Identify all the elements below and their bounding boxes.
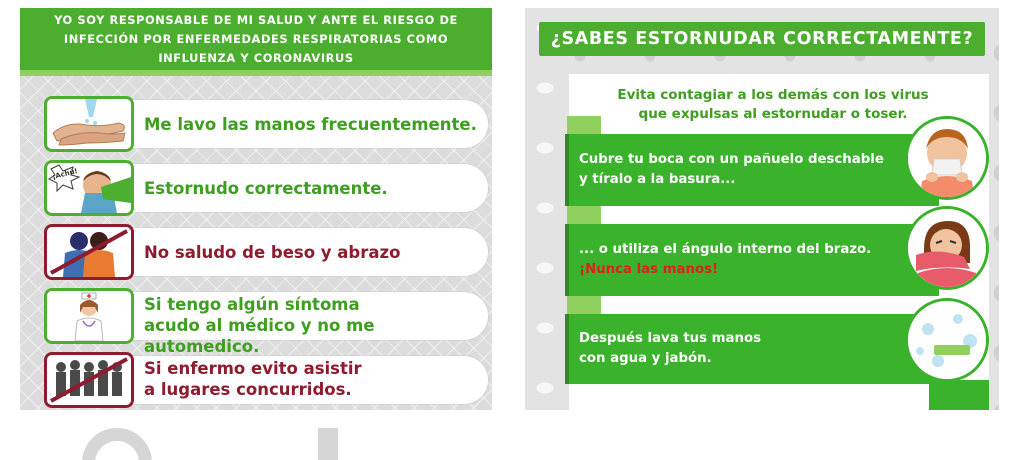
tip-row-no-crowds xyxy=(40,352,488,408)
sneeze-icon xyxy=(44,160,134,216)
tip-label xyxy=(144,358,362,400)
left-header xyxy=(20,8,492,76)
tip-text: Estornudo correctamente. xyxy=(144,179,388,198)
header-line: INFLUENZA Y CORONAVIRUS xyxy=(158,50,354,65)
right-title-text: ¿SABES ESTORNUDAR CORRECTAMENTE? xyxy=(550,29,974,49)
step-text: Cubre tu boca con un pañuelo deschable xyxy=(579,152,884,167)
cropped-letter-shape xyxy=(318,428,338,460)
tip-label xyxy=(144,114,477,135)
bottom-accent-bar xyxy=(929,380,989,410)
step-band-1 xyxy=(569,134,939,206)
tip-text: Si tengo algún síntoma xyxy=(144,295,360,314)
elbow-sneeze-icon xyxy=(905,206,989,290)
intro-line: Evita contagiar a los demás con los virus xyxy=(617,87,929,103)
tip-text: No saludo de beso y abrazo xyxy=(144,243,401,262)
step-text: Después lava tus manos xyxy=(579,331,762,346)
tip-text: Si enfermo evito asistir xyxy=(144,359,362,378)
sneeze-bubble-text: ¡Achú! xyxy=(51,166,79,182)
right-title xyxy=(539,22,985,56)
no-kiss-hug-icon xyxy=(44,224,134,280)
cropped-logo-letters xyxy=(72,428,402,460)
tip-row-handwashing xyxy=(40,96,488,152)
intro-line: que expulsas al estornudar o toser. xyxy=(638,106,908,122)
header-line: INFECCIÓN POR ENFERMEDADES RESPIRATORIAS COMO xyxy=(63,31,449,46)
step-band-2 xyxy=(569,224,939,296)
hand-washing-icon xyxy=(44,96,134,152)
step-warning-text: ¡Nunca las manos! xyxy=(579,262,719,277)
doctor-icon xyxy=(44,288,134,344)
step-text: y tíralo a la basura... xyxy=(579,172,736,187)
band-tab xyxy=(567,206,601,224)
tip-text: acudo al médico y no me automedico. xyxy=(144,316,375,356)
tip-row-doctor xyxy=(40,288,488,356)
band-tab xyxy=(567,116,601,134)
tip-label xyxy=(144,178,388,199)
step-text: con agua y jabón. xyxy=(579,351,712,366)
cropped-letter-shape xyxy=(82,428,152,460)
header-line: YO SOY RESPONSABLE DE MI SALUD Y ANTE EL RIESGO DE xyxy=(54,12,458,27)
tip-row-no-kiss xyxy=(40,224,488,280)
right-infographic xyxy=(525,8,999,410)
tip-label xyxy=(144,242,400,263)
tip-text: a lugares concurridos. xyxy=(144,380,352,399)
intro-text xyxy=(585,86,961,124)
tip-label xyxy=(144,294,488,357)
step-band-3 xyxy=(569,314,939,384)
no-crowds-icon xyxy=(44,352,134,408)
band-tab xyxy=(567,296,601,314)
soap-bubbles-icon xyxy=(905,298,989,382)
step-text: ... o utiliza el ángulo interno del brazo. xyxy=(579,242,872,257)
tip-row-sneeze xyxy=(40,160,488,216)
tissue-sneeze-icon xyxy=(905,116,989,200)
left-infographic xyxy=(20,8,492,410)
tip-text: Me lavo las manos frecuentemente. xyxy=(144,115,477,134)
